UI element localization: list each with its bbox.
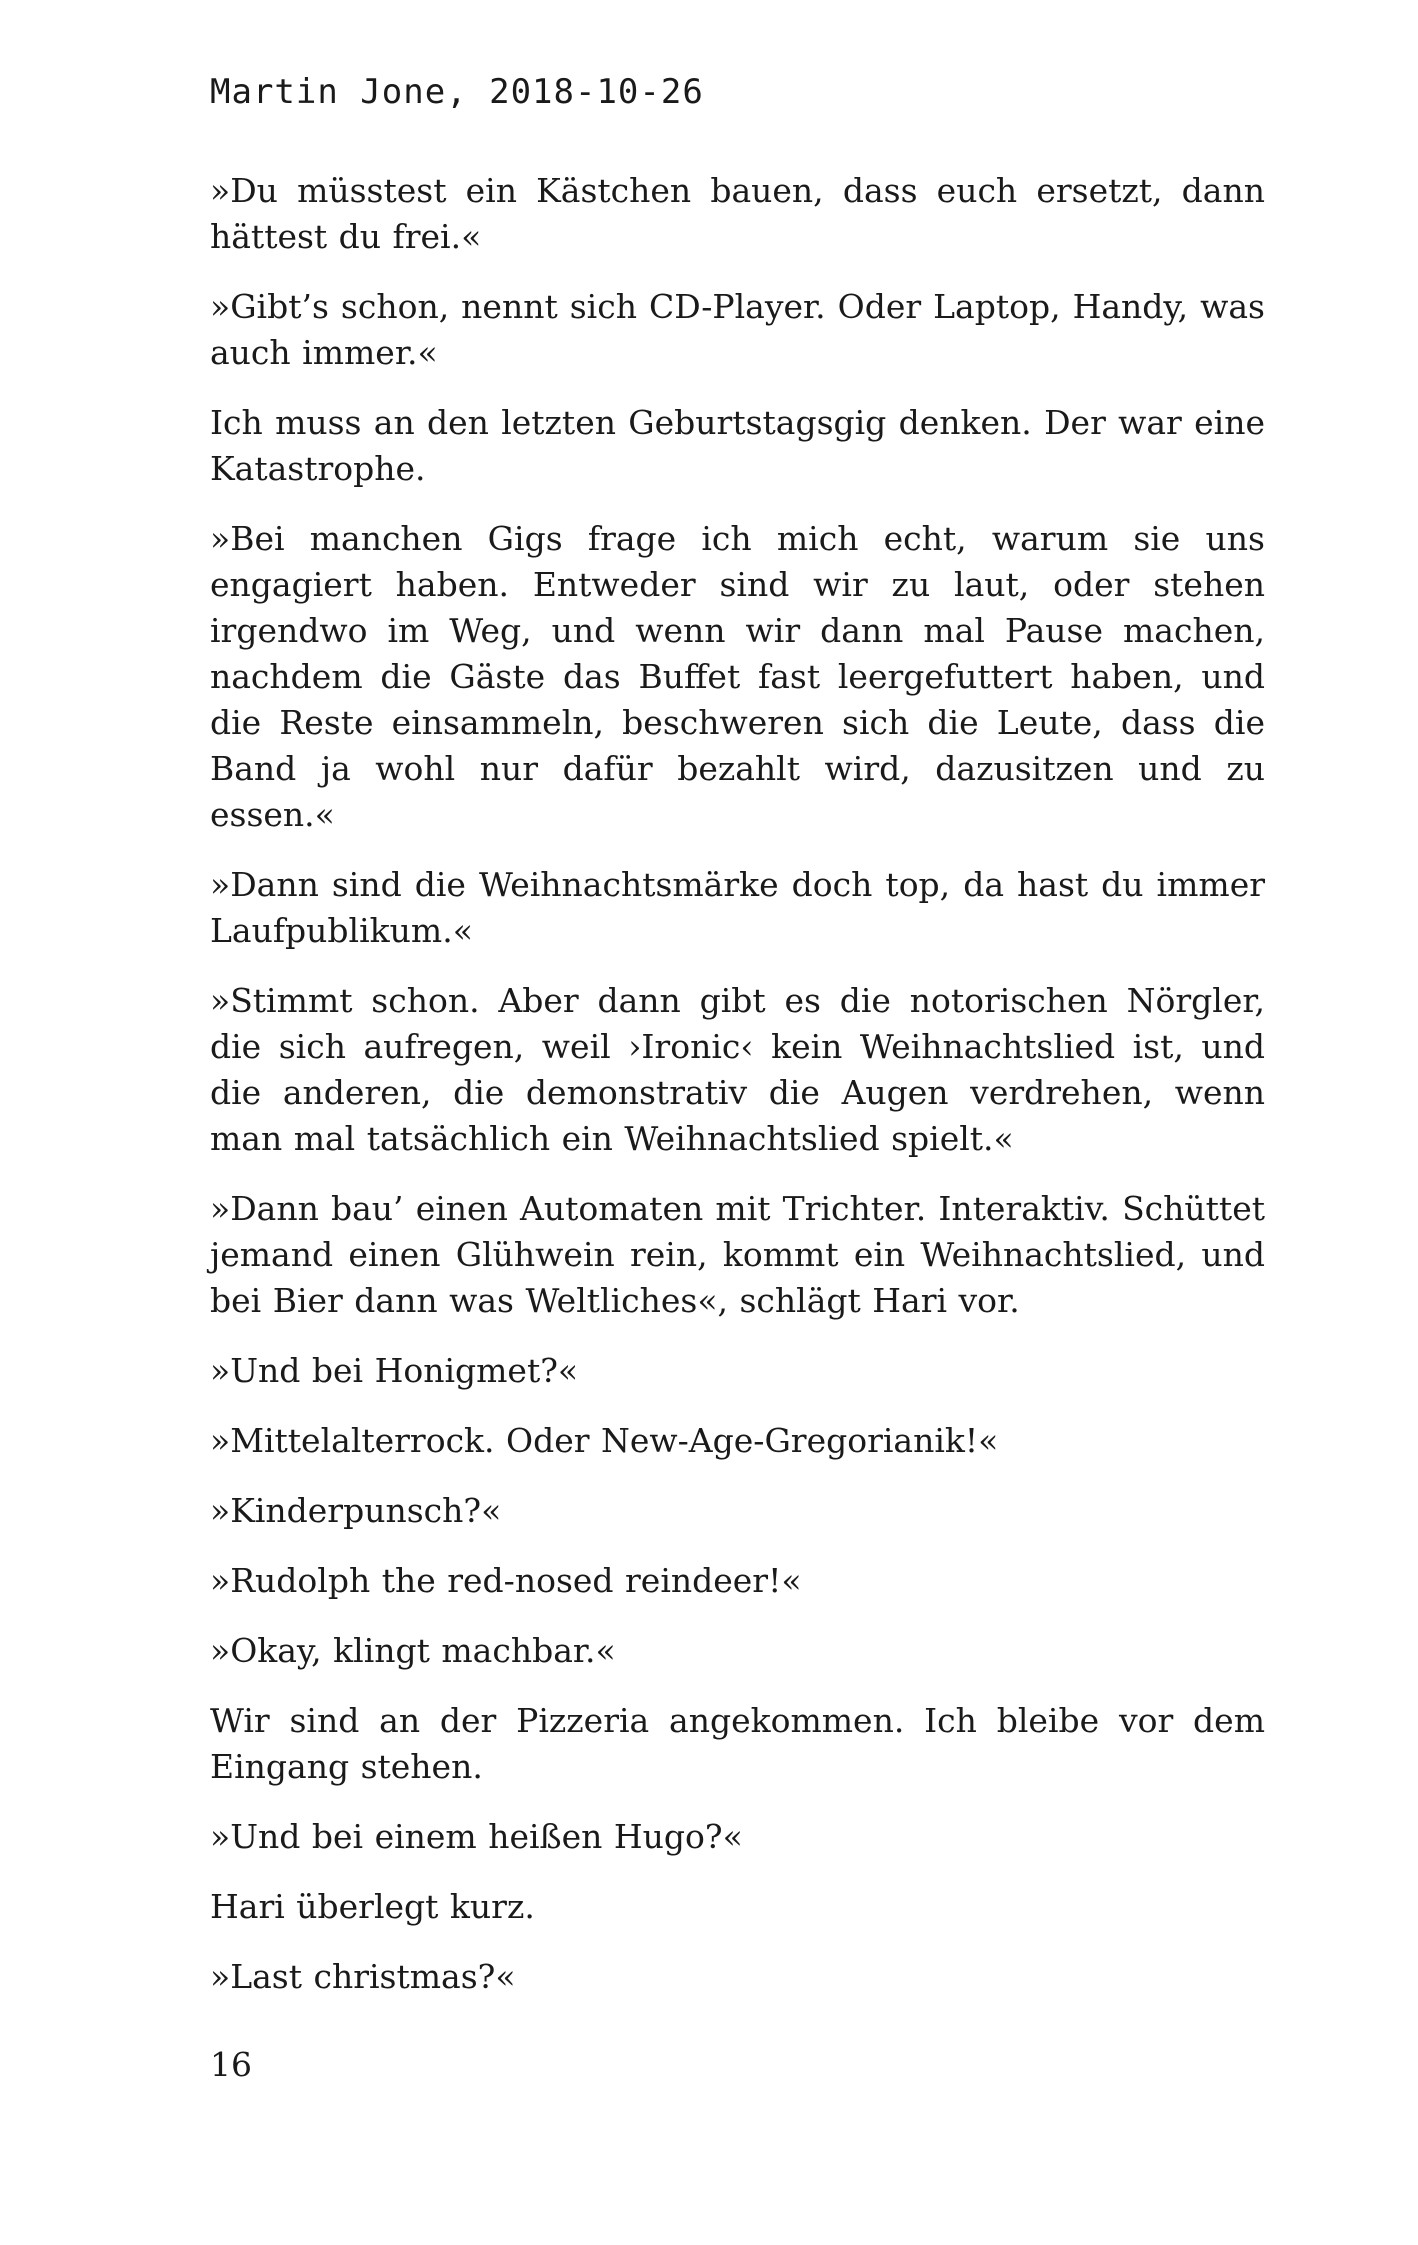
paragraph: »Gibt’s schon, nennt sich CD-Player. Oder Laptop, Handy, was auch immer.« — [210, 287, 1265, 372]
paragraph: »Bei manchen Gigs frage ich mich echt, warum sie uns engagiert haben. Entweder sind wir zu laut, oder stehen irgendwo im Weg, und wenn wir dann mal Pause machen, nachdem die Gäste das Buffet fast leergefuttert haben, und die Reste einsammeln, beschweren sich die Leute, dass die Band ja wohl nur dafür bezahlt wird, dazusitzen und zu essen.« — [210, 519, 1265, 834]
paragraph: »Du müsstest ein Kästchen bauen, dass euch ersetzt, dann hättest du frei.« — [210, 171, 1265, 256]
page-number: 16 — [210, 2045, 252, 2084]
paragraph: »Mittelalterrock. Oder New-Age-Gregorianik!« — [210, 1421, 999, 1460]
paragraph: »Okay, klingt machbar.« — [210, 1631, 616, 1670]
paragraph: »Dann bau’ einen Automaten mit Trichter. Interaktiv. Schüttet jemand einen Glühwein rein, kommt ein Weihnachtslied, und bei Bier dann was Weltliches«, schlägt Hari vor. — [210, 1189, 1265, 1320]
paragraph: »Und bei Honigmet?« — [210, 1351, 579, 1390]
paragraph: »Und bei einem heißen Hugo?« — [210, 1817, 743, 1856]
paragraph: »Dann sind die Weihnachtsmärke doch top, da hast du immer Laufpublikum.« — [210, 865, 1265, 950]
paragraph: Hari überlegt kurz. — [210, 1887, 535, 1926]
paragraph: »Last christmas?« — [210, 1957, 516, 1996]
paragraph: »Kinderpunsch?« — [210, 1491, 502, 1530]
running-head: Martin Jone, 2018-10-26 — [210, 72, 704, 112]
paragraph: »Stimmt schon. Aber dann gibt es die notorischen Nörgler, die sich aufregen, weil ›Ironic‹ kein Weihnachtslied ist, und die anderen, die demonstrativ die Augen verdrehen, wenn man mal tatsächlich ein Weihnachtslied spielt.« — [210, 981, 1265, 1158]
paragraph: Ich muss an den letzten Geburtstagsgig denken. Der war eine Katastrophe. — [210, 403, 1265, 488]
paragraph: Wir sind an der Pizzeria angekommen. Ich bleibe vor dem Eingang stehen. — [210, 1701, 1265, 1786]
paragraph: »Rudolph the red-nosed reindeer!« — [210, 1561, 802, 1600]
body-text — [210, 168, 1265, 2024]
